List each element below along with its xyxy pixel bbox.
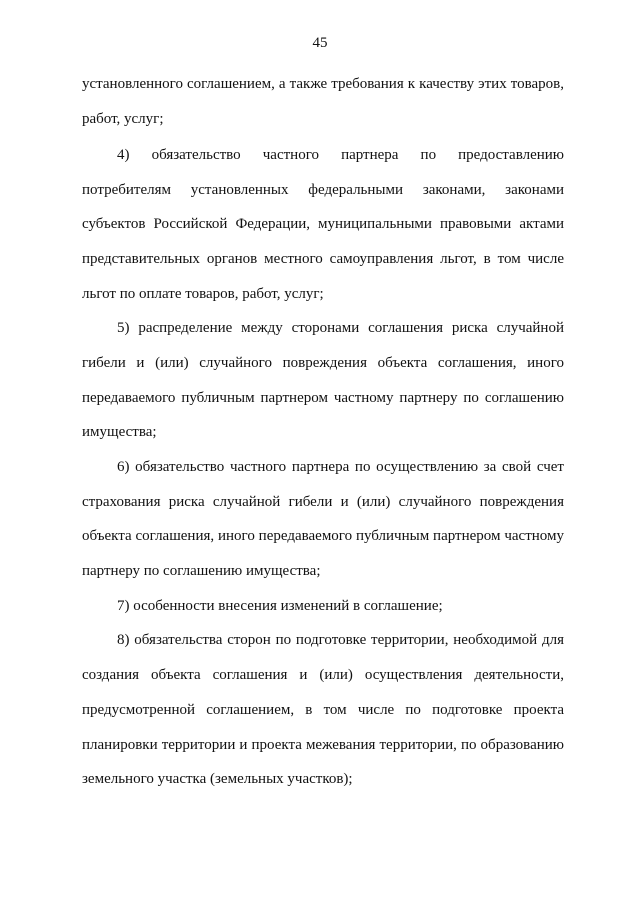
text-line: предусмотренной соглашением, в том числе по подготовке проекта [82,702,564,718]
list-item-6-line: 6) обязательство частного партнера по осуществлению за свой счет [117,459,564,475]
text-line: страхования риска случайной гибели и (или) случайного повреждения [82,494,564,510]
text-line: гибели и (или) случайного повреждения объекта соглашения, иного [82,355,564,371]
text-line: представительных органов местного самоуправления льгот, в том числе [82,251,564,267]
text-line: передаваемого публичным партнером частному партнеру по соглашению [82,390,564,406]
text-line: льгот по оплате товаров, работ, услуг; [82,286,324,302]
text-line: создания объекта соглашения и (или) осуществления деятельности, [82,667,564,683]
text-line: земельного участка (земельных участков); [82,771,353,787]
text-line: работ, услуг; [82,111,164,127]
list-item-5-line: 5) распределение между сторонами соглашения риска случайной [117,320,564,336]
text-line: потребителям установленных федеральными законами, законами [82,182,564,198]
list-item-7-line: 7) особенности внесения изменений в соглашение; [117,598,443,614]
text-line: субъектов Российской Федерации, муниципальными правовыми актами [82,216,564,232]
page-number: 45 [312,35,328,51]
list-item-4-line: 4) обязательство частного партнера по предоставлению [117,147,564,163]
text-line: имущества; [82,424,157,440]
text-line: установленного соглашением, а также требования к качеству этих товаров, [82,76,564,92]
list-item-8-line: 8) обязательства сторон по подготовке территории, необходимой для [117,632,564,648]
text-line: партнеру по соглашению имущества; [82,563,321,579]
text-line: планировки территории и проекта межевания территории, по образованию [82,737,564,753]
text-line: объекта соглашения, иного передаваемого публичным партнером частному [82,528,564,544]
